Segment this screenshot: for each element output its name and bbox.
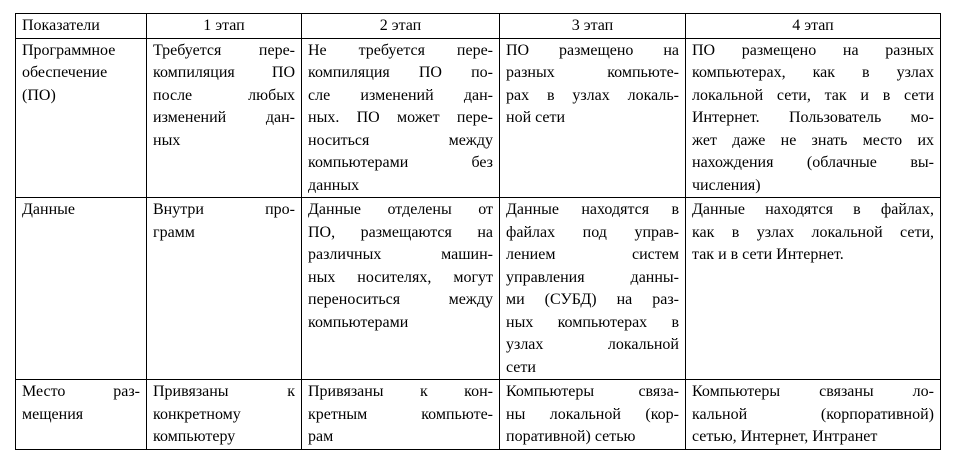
text-line: ных носителях, могут	[308, 268, 493, 286]
text-line: лением систем	[506, 246, 679, 263]
header-stage-4: 4 этап	[686, 14, 941, 39]
header-indicators: Показатели	[16, 14, 147, 39]
text-line: файлах под управ-	[506, 223, 679, 241]
text-line: ПО, размещаются на	[308, 223, 493, 241]
text-line: компьютерах, как в узлах	[692, 64, 934, 81]
text-line: управления данны-	[506, 268, 679, 286]
text-line: Привязаны к	[153, 383, 295, 400]
text-line: переноситься между	[308, 291, 493, 308]
text-line: Требуется пере-	[153, 41, 295, 59]
header-row	[16, 14, 941, 39]
text-line: различных машин-	[308, 246, 493, 263]
text-line: компьютеру	[153, 428, 236, 445]
text-line: Не требуется пере-	[308, 41, 493, 59]
text-line: ны локальной (кор-	[506, 405, 679, 423]
text-line: сети	[506, 358, 536, 376]
text-line: ных. ПО может пере-	[308, 109, 493, 126]
stages-table	[15, 13, 941, 450]
cell-software-stage-1	[147, 38, 302, 198]
text-line: нахождения (облачные вы-	[692, 154, 934, 171]
cell-data-stage-1	[147, 198, 302, 380]
text-line: ПО размещено на разных	[692, 41, 934, 59]
text-line: мещения	[22, 405, 84, 423]
text-line: после любых	[153, 86, 295, 104]
text-line: ных компьютерах в	[506, 313, 679, 331]
cell-software-stage-4	[686, 38, 941, 198]
text-line: Данные находятся в файлах,	[692, 201, 934, 218]
text-line: обеспечение	[22, 64, 108, 81]
text-line: как в узлах локальной сети,	[692, 223, 934, 241]
text-line: данных	[308, 176, 360, 194]
text-line: Данные	[22, 201, 75, 218]
table-body	[16, 38, 941, 449]
row-label-data	[16, 198, 147, 380]
header-stage-3: 3 этап	[500, 14, 686, 39]
text-line: грамм	[153, 223, 195, 241]
text-line: так и в сети Интернет.	[692, 246, 844, 263]
text-line: рах в узлах локаль-	[506, 86, 679, 104]
cell-data-stage-4	[686, 198, 941, 380]
table-row-data	[16, 198, 941, 380]
text-line: Интернет. Пользователь мо-	[692, 109, 934, 126]
text-line: Привязаны к кон-	[308, 383, 493, 400]
text-line: узлах локальной	[506, 336, 679, 353]
text-line: ПО размещено на	[506, 41, 679, 59]
cell-location-stage-4	[686, 380, 941, 450]
text-line: Место раз-	[22, 383, 140, 400]
header-stage-2: 2 этап	[302, 14, 500, 39]
cell-software-stage-3	[500, 38, 686, 198]
text-line: конкретному	[153, 405, 241, 423]
text-line: Внутри про-	[153, 201, 295, 218]
text-line: Программное	[22, 41, 116, 59]
row-label-location	[16, 380, 147, 450]
header-stage-1: 1 этап	[147, 14, 302, 39]
text-line: сле изменений дан-	[308, 86, 493, 104]
cell-location-stage-3	[500, 380, 686, 450]
text-line: компиляция ПО по-	[308, 64, 493, 81]
cell-data-stage-3	[500, 198, 686, 380]
text-line: рам	[308, 428, 334, 445]
table-row-location	[16, 380, 941, 450]
text-line: жет даже не знать место их	[692, 131, 934, 149]
cell-location-stage-1	[147, 380, 302, 450]
text-line: Данные отделены от	[308, 201, 493, 218]
text-line: числения)	[692, 176, 761, 194]
cell-data-stage-2	[302, 198, 500, 380]
text-line: Данные находятся в	[506, 201, 679, 218]
table-row-software	[16, 38, 941, 198]
text-line: локальной сети, так и в сети	[692, 86, 934, 104]
text-line: кретным компьюте-	[308, 405, 493, 423]
text-line: разных компьюте-	[506, 64, 679, 81]
text-line: ной сети	[506, 109, 566, 126]
cell-location-stage-2	[302, 380, 500, 450]
text-line: поративной) сетью	[506, 428, 636, 445]
text-line: ных	[153, 131, 181, 149]
text-line: кальной (корпоративной)	[692, 405, 934, 423]
text-line: компьютерами без	[308, 154, 493, 171]
text-line: Компьютеры связаны ло-	[692, 383, 934, 400]
text-line: сетью, Интернет, Интранет	[692, 428, 878, 445]
text-line: изменений дан-	[153, 109, 295, 126]
text-line: компьютерами	[308, 313, 409, 331]
text-line: ми (СУБД) на раз-	[506, 291, 679, 308]
text-line: носиться между	[308, 131, 493, 149]
row-label-software	[16, 38, 147, 198]
text-line: Компьютеры связа-	[506, 383, 679, 400]
cell-software-stage-2	[302, 38, 500, 198]
text-line: (ПО)	[22, 86, 56, 104]
text-line: компиляция ПО	[153, 64, 295, 81]
